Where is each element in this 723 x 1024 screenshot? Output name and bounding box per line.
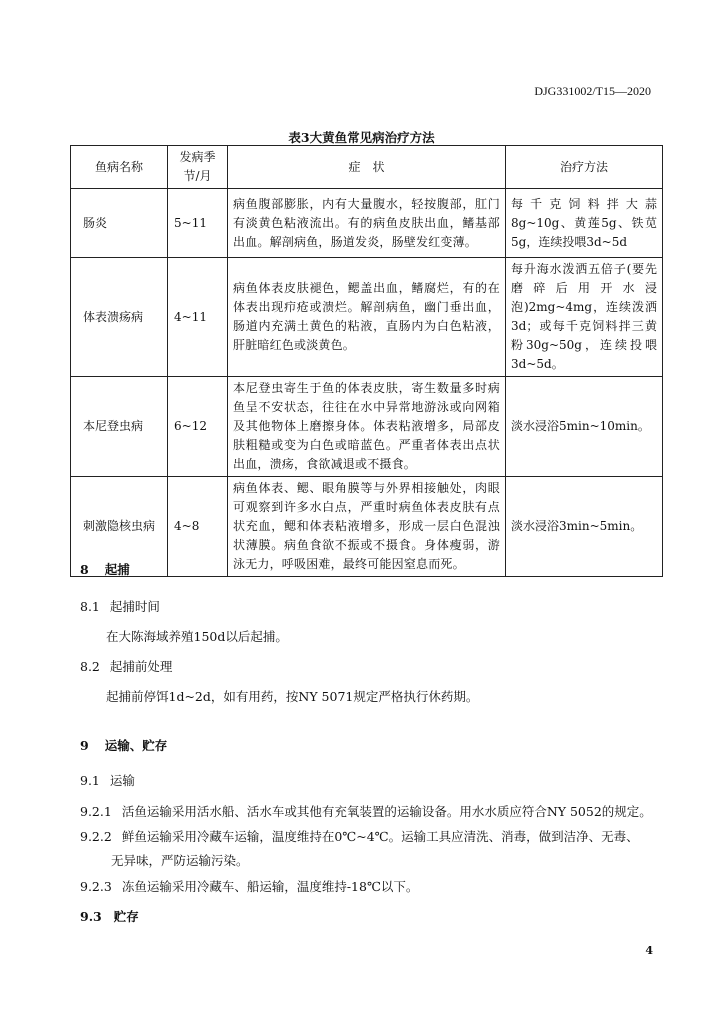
symptoms: 病鱼体表、鳃、眼角膜等与外界相接触处，肉眼可观察到许多水白点，严重时病鱼体表皮肤有点状充血，鳃和体表粘液增多，形成一层白色混浊状薄膜。病鱼食欲不振或不摄食。身体瘦弱，游泳无力，呼吸困难，最终可能因窒息而死。: [228, 477, 506, 577]
table-row: [71, 477, 663, 577]
section-number: 9.2.2: [80, 829, 112, 844]
section-number: 9.3: [80, 909, 102, 924]
season: 4~11: [168, 258, 228, 377]
header-season: 发病季节/月: [168, 146, 228, 189]
section-body: 鲜鱼运输采用冷藏车运输，温度维持在0℃~4℃。运输工具应清洗、消毒，做到洁净、无毒、: [121, 829, 639, 844]
section-8-2-heading: [80, 657, 172, 675]
symptoms: 病鱼腹部膨胀，内有大量腹水，轻按腹部，肛门有淡黄色粘液流出。有的病鱼皮肤出血，鳍基部出血。解剖病鱼，肠道发炎，肠壁发红变薄。: [228, 189, 506, 258]
section-body: 活鱼运输采用活水船、活水车或其他有充氧装置的运输设备。用水水质应符合NY 5052的规定。: [121, 804, 652, 819]
section-9-1-heading: [80, 771, 135, 789]
section-9-2-1: [80, 802, 652, 820]
disease-name: 体表溃疡病: [71, 258, 168, 377]
header-disease-name: 鱼病名称: [71, 146, 168, 189]
section-title: 贮存: [113, 909, 139, 924]
section-title: 运输、贮存: [104, 738, 168, 753]
treatment: 每升海水泼洒五倍子(要先磨碎后用开水浸泡)2mg~4mg，连续泼洒3d；或每千克饲料拌三黄粉30g~50g，连续投喂3d~5d。: [506, 258, 663, 377]
section-8-2-body: 起捕前停饵1d~2d，如有用药，按NY 5071规定严格执行休药期。: [106, 689, 479, 704]
section-body: 冻鱼运输采用冷藏车、船运输，温度维持-18℃以下。: [121, 879, 419, 894]
treatment: 淡水浸浴3min~5min。: [506, 477, 663, 577]
section-title: 起捕前处理: [109, 659, 173, 674]
document-id: DJG331002/T15—2020: [534, 84, 651, 98]
header-symptoms: 症 状: [228, 146, 506, 189]
treatment: 淡水浸浴5min~10min。: [506, 377, 663, 477]
symptoms: 本尼登虫寄生于鱼的体表皮肤，寄生数量多时病鱼呈不安状态，往往在水中异常地游泳或向网箱及其他物体上磨擦身体。体表粘液增多，局部皮肤粗糙或变为白色或暗蓝色。严重者体表出点状出血，溃疡，食欲减退或不摄食。: [228, 377, 506, 477]
section-number: 9.1: [80, 773, 100, 788]
section-8-1-heading: [80, 597, 160, 615]
section-number: 8.2: [80, 659, 100, 674]
page-number: 4: [645, 944, 653, 957]
treatment: 每千克饲料拌大蒜8g~10g、黄莲5g、铁苋5g，连续投喂3d~5d: [506, 189, 663, 258]
section-title: 起捕时间: [109, 599, 160, 614]
symptoms: 病鱼体表皮肤褪色，鳃盖出血，鳍腐烂，有的在体表出现疖疮或溃烂。解剖病鱼，幽门垂出血，肠道内充满土黄色的粘液，直肠内为白色粘液，肝脏暗红色或淡黄色。: [228, 258, 506, 377]
section-title: 起捕: [104, 562, 130, 577]
section-9-2-3: [80, 877, 418, 895]
table-row: [71, 258, 663, 377]
season: 5~11: [168, 189, 228, 258]
table-title: 表3大黄鱼常见病治疗方法: [288, 130, 435, 145]
disease-name: 本尼登虫病: [71, 377, 168, 477]
table-row: [71, 377, 663, 477]
disease-treatment-table: [70, 145, 663, 577]
disease-name: 肠炎: [71, 189, 168, 258]
section-9-2-2-continuation: 无异味，严防运输污染。: [111, 853, 249, 868]
section-number: 9.2.1: [80, 804, 112, 819]
season: 4~8: [168, 477, 228, 577]
section-8-heading: [80, 560, 130, 578]
section-9-2-2: [80, 827, 639, 845]
table-header-row: [71, 146, 663, 189]
section-number: 9.2.3: [80, 879, 112, 894]
disease-name: 刺激隐核虫病: [71, 477, 168, 577]
section-9-heading: [80, 736, 167, 754]
season: 6~12: [168, 377, 228, 477]
section-number: 8: [80, 562, 89, 577]
section-number: 9: [80, 738, 89, 753]
header-treatment: 治疗方法: [506, 146, 663, 189]
section-title: 运输: [109, 773, 135, 788]
section-9-3-heading: [80, 907, 139, 925]
section-8-1-body: 在大陈海域养殖150d以后起捕。: [106, 629, 288, 644]
section-number: 8.1: [80, 599, 100, 614]
table-row: [71, 189, 663, 258]
